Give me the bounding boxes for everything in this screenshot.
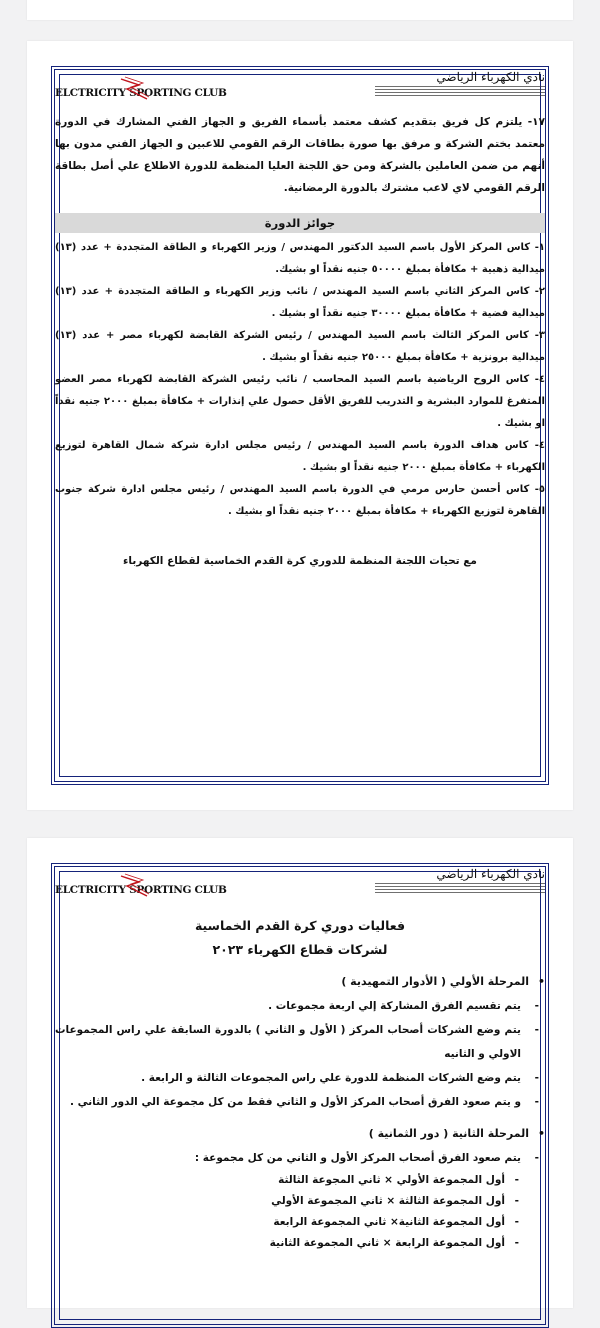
list-item: - و يتم صعود الفرق أصحاب المركز الأول و الثاني فقط من كل مجموعة الي الدور الثاني . bbox=[55, 1090, 521, 1114]
match-item: - أول المجموعة الثالثة × ثاني المجموعة الأولي bbox=[55, 1191, 505, 1212]
prize-item-6: ٥- كاس أحسن حارس مرمي في الدورة باسم السيد المهندس / رئيس مجلس ادارة شركة جنوب القاهرة لتوزيع الكهرباء + مكافأة بمبلغ ٢٠٠٠ جنيه نقداً او بشيك . bbox=[55, 484, 545, 517]
match-item: - أول المجموعة الأولي × ثاني المجوعة الثالثة bbox=[55, 1170, 505, 1191]
stage-1-heading: •المرحلة الأولي ( الأدوار التمهيدية ) bbox=[55, 970, 545, 994]
prize-item-3: ٣- كاس المركز الثالث باسم السيد المهندس / رئيس الشركة القابضة لكهرباء مصر + عدد (١٣) ميدالية برونزية + مكافأة بمبلغ ٢٥٠٠٠ جنيه نقداً او بشيك . bbox=[55, 330, 545, 363]
document-page-1 bbox=[27, 41, 573, 810]
club-name-arabic-logo: نادي الكهرباء الرياضي bbox=[375, 71, 545, 101]
club-name-english: ELCTRICITY SPORTING CLUB bbox=[55, 884, 227, 896]
page-content bbox=[55, 864, 545, 1254]
previous-page-edge bbox=[27, 0, 573, 20]
closing-greeting: مع تحيات اللجنة المنظمة للدوري كرة القدم الخماسية لقطاع الكهرباء bbox=[123, 555, 477, 567]
prize-item-1: ١- كاس المركز الأول باسم السيد الدكتور المهندس / وزير الكهرباء و الطاقة المتجددة + عدد (١٣) ميدالية ذهبية + مكافأة بمبلغ ٥٠٠٠٠ جنيه نقداً او بشيك. bbox=[55, 242, 545, 275]
stage-2-list bbox=[55, 1146, 545, 1170]
match-item: - أول المجموعة الثانية× ثاني المجموعة الرابعة bbox=[55, 1212, 505, 1233]
page-content bbox=[55, 67, 545, 567]
clause-17: ١٧- يلتزم كل فريق بتقديم كشف معتمد بأسماء الفريق و الجهاز الفني المشارك في الدورة معتمد بختم الشركة و مرفق بها صورة بطاقات الرقم القومي للاعبين و الجهاز الفني مدون بها أنهم من ضمن العاملين بالشركة ومن حق اللجنة العليا المنظمة للدورة الاطلاع علي أصل بطاقة الرقم القومي لاي لاعب مشترك بالدورة الرمضانية. bbox=[55, 116, 545, 194]
list-item: - يتم وضع الشركات المنظمة للدورة علي راس المجموعات الثالثة و الرابعة . bbox=[55, 1066, 521, 1090]
prizes-section-title: جوائز الدورة bbox=[55, 213, 545, 233]
list-item: - يتم صعود الفرق أصحاب المركز الأول و الثاني من كل مجموعة : bbox=[55, 1146, 521, 1170]
bullet-icon: • bbox=[537, 1127, 545, 1140]
lightning-logo-icon bbox=[117, 872, 153, 900]
club-name-english: ELCTRICITY SPORTING CLUB bbox=[55, 87, 227, 99]
letterhead bbox=[55, 864, 545, 904]
prize-item-5: ٤- كاس هداف الدورة باسم السيد المهندس / رئيس مجلس ادارة شركة شمال القاهرة لتوزيع الكهرباء + مكافأة بمبلغ ٢٠٠٠ جنيه نقداً او بشيك . bbox=[55, 440, 545, 473]
prize-item-4: ٤- كاس الروح الرياضية باسم السيد المحاسب / نائب رئيس الشركة القابضة لكهرباء مصر العضو المتفرغ للموارد البشرية و التدريب للفريق الأقل حصول علي إنذارات + مكافأة بمبلغ ٢٠٠٠ جنيه نقداً او بشيك . bbox=[55, 374, 545, 429]
document-page-2 bbox=[27, 838, 573, 1308]
bullet-icon: • bbox=[537, 975, 545, 988]
stage-2-matches bbox=[55, 1170, 545, 1254]
letterhead bbox=[55, 67, 545, 107]
stage-2-heading: •المرحلة الثانية ( دور الثمانية ) bbox=[55, 1122, 545, 1146]
list-item: - يتم تقسيم الفرق المشاركة إلي اربعة مجموعات . bbox=[55, 994, 521, 1018]
club-name-arabic-logo: نادي الكهرباء الرياضي bbox=[375, 868, 545, 898]
stage-1-list bbox=[55, 994, 545, 1114]
league-title: فعاليات دوري كرة القدم الخماسية bbox=[194, 918, 406, 933]
match-item: - أول المجموعة الرابعة × ثاني المجموعة الثانية bbox=[55, 1233, 505, 1254]
league-subtitle: لشركات قطاع الكهرباء ٢٠٢٣ bbox=[212, 942, 388, 957]
prize-item-2: ٢- كاس المركز الثاني باسم السيد المهندس / نائب وزير الكهرباء و الطاقة المتجددة + عدد (١٣) ميدالية فضية + مكافأة بمبلغ ٣٠٠٠٠ جنيه نقداً او بشيك . bbox=[55, 286, 545, 319]
lightning-logo-icon bbox=[117, 75, 153, 103]
list-item: - يتم وضع الشركات أصحاب المركز ( الأول و الثاني ) بالدورة السابقة علي راس المجموعات الاولي و الثانيه bbox=[55, 1018, 521, 1066]
